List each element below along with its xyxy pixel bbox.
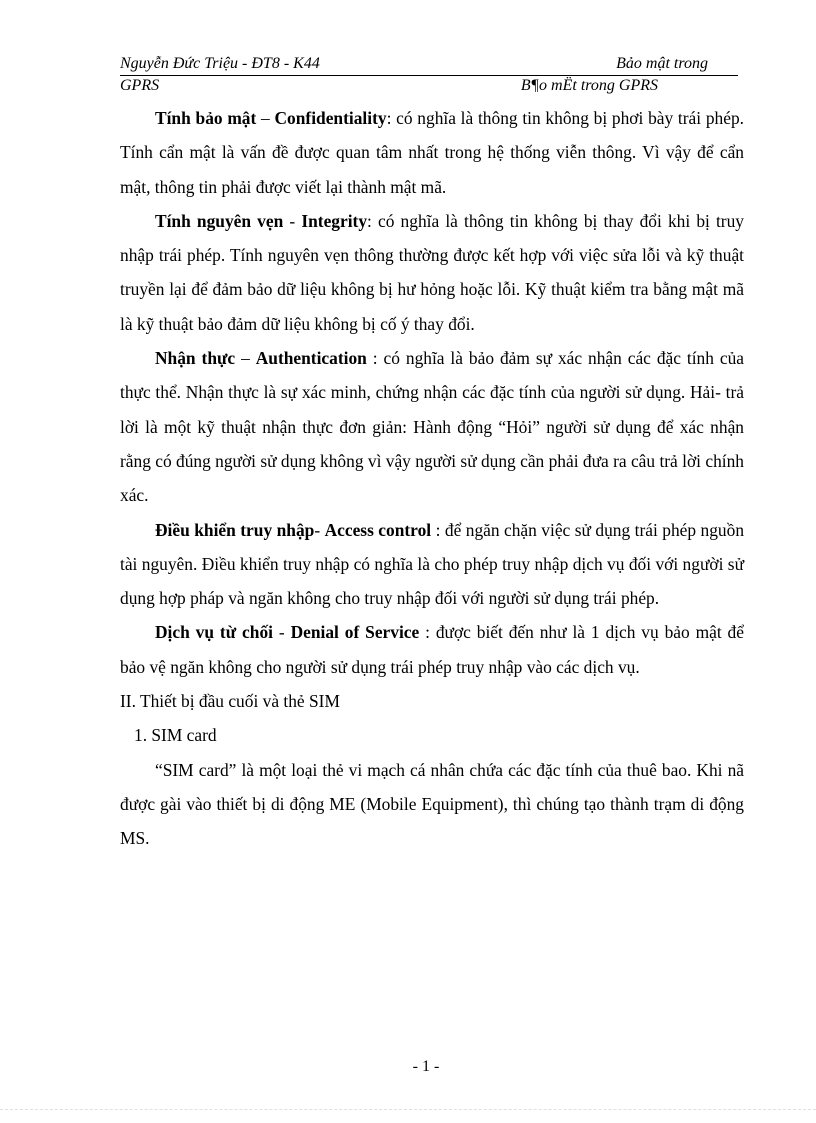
- header-title-continued: GPRS: [120, 77, 160, 94]
- page-bottom-edge: [0, 1109, 816, 1110]
- paragraph-text: : có nghĩa là thông tin không bị phơi bày trái phép. Tính cẩn mật là vấn đề được quan tâm nhất trong hệ thống viễn thông. Vì vậy để cẩn mật, thông tin phải được viết lại thành mật mã.: [120, 108, 744, 197]
- term-english: Integrity: [301, 210, 368, 231]
- paragraph-denial-of-service: [120, 615, 744, 684]
- term-separator: –: [235, 348, 256, 369]
- section-heading: II. Thiết bị đầu cuối và thẻ SIM: [120, 691, 340, 712]
- paragraph-integrity: [120, 204, 744, 341]
- subsection-heading: 1. SIM card: [134, 725, 217, 746]
- paragraph-text: : để ngăn chặn việc sử dụng trái phép nguồn tài nguyên. Điều khiển truy nhập có nghĩa là cho phép truy nhập dịch vụ đối với người sử dụng hợp pháp và ngăn không cho truy nhập đối với người sử dụng trái phép.: [120, 519, 745, 609]
- paragraph-sim-card: “SIM card” là một loại thẻ vi mạch cá nhân chứa các đặc tính của thuê bao. Khi nã được gài vào thiết bị di động ME (Mobile Equipment), thì chúng tạo thành trạm di động MS.: [120, 759, 744, 849]
- page-number: - 1 -: [412, 1058, 440, 1075]
- term-label: Điều khiển truy nhập: [155, 519, 315, 540]
- term-label: Nhận thực: [155, 348, 236, 369]
- term-english: Authentication: [255, 348, 367, 369]
- term-label: Dịch vụ từ chối: [155, 622, 273, 643]
- paragraph-text: : có nghĩa là bảo đảm sự xác nhận các đặc tính của thực thể. Nhận thực là sự xác minh, chứng nhận các đặc tính của người sử dụng. Hải- trả lời là một kỹ thuật nhận thực đơn giản: Hành động “Hỏi” người sử dụng để xác nhận rằng có đúng người sử dụng không vì vậy người sử dụng cần phải đưa ra câu trả lời chính xác.: [120, 348, 744, 506]
- term-english: Denial of Service: [290, 622, 420, 643]
- term-label: Tính nguyên vẹn: [155, 210, 284, 231]
- page-header: [120, 54, 738, 94]
- term-separator: –: [256, 108, 275, 128]
- header-author: Nguyễn Đức Triệu - ĐT8 - K44: [120, 55, 320, 72]
- document-body: [120, 101, 744, 856]
- term-separator: -: [314, 519, 325, 540]
- term-english: Access control: [324, 519, 432, 540]
- term-separator: -: [272, 622, 291, 643]
- term-separator: -: [283, 210, 302, 231]
- paragraph-authentication: [120, 341, 744, 512]
- term-label: Tính bảo mật: [155, 108, 257, 128]
- paragraph-confidentiality: [120, 101, 744, 204]
- paragraph-text: : được biết đến như là 1 dịch vụ bảo mật để bảo vệ ngăn không cho người sử dụng trái phép truy nhập vào các dịch vụ.: [120, 622, 744, 677]
- paragraph-text: : có nghĩa là thông tin không bị thay đổi khi bị truy nhập trái phép. Tính nguyên vẹn thông thường được kết hợp với việc sửa lỗi và kỹ thuật truyền lại để đảm bảo dữ liệu không bị hư hỏng hoặc lỗi. Kỹ thuật kiểm tra bằng mật mã là kỹ thuật bảo đảm dữ liệu không bị cố ý thay đổi.: [120, 210, 744, 334]
- header-title-garbled: B¶o mËt trong GPRS: [520, 77, 658, 94]
- term-english: Confidentiality: [274, 108, 387, 128]
- paragraph-access-control: [120, 513, 744, 616]
- header-title: Bảo mật trong: [616, 55, 708, 72]
